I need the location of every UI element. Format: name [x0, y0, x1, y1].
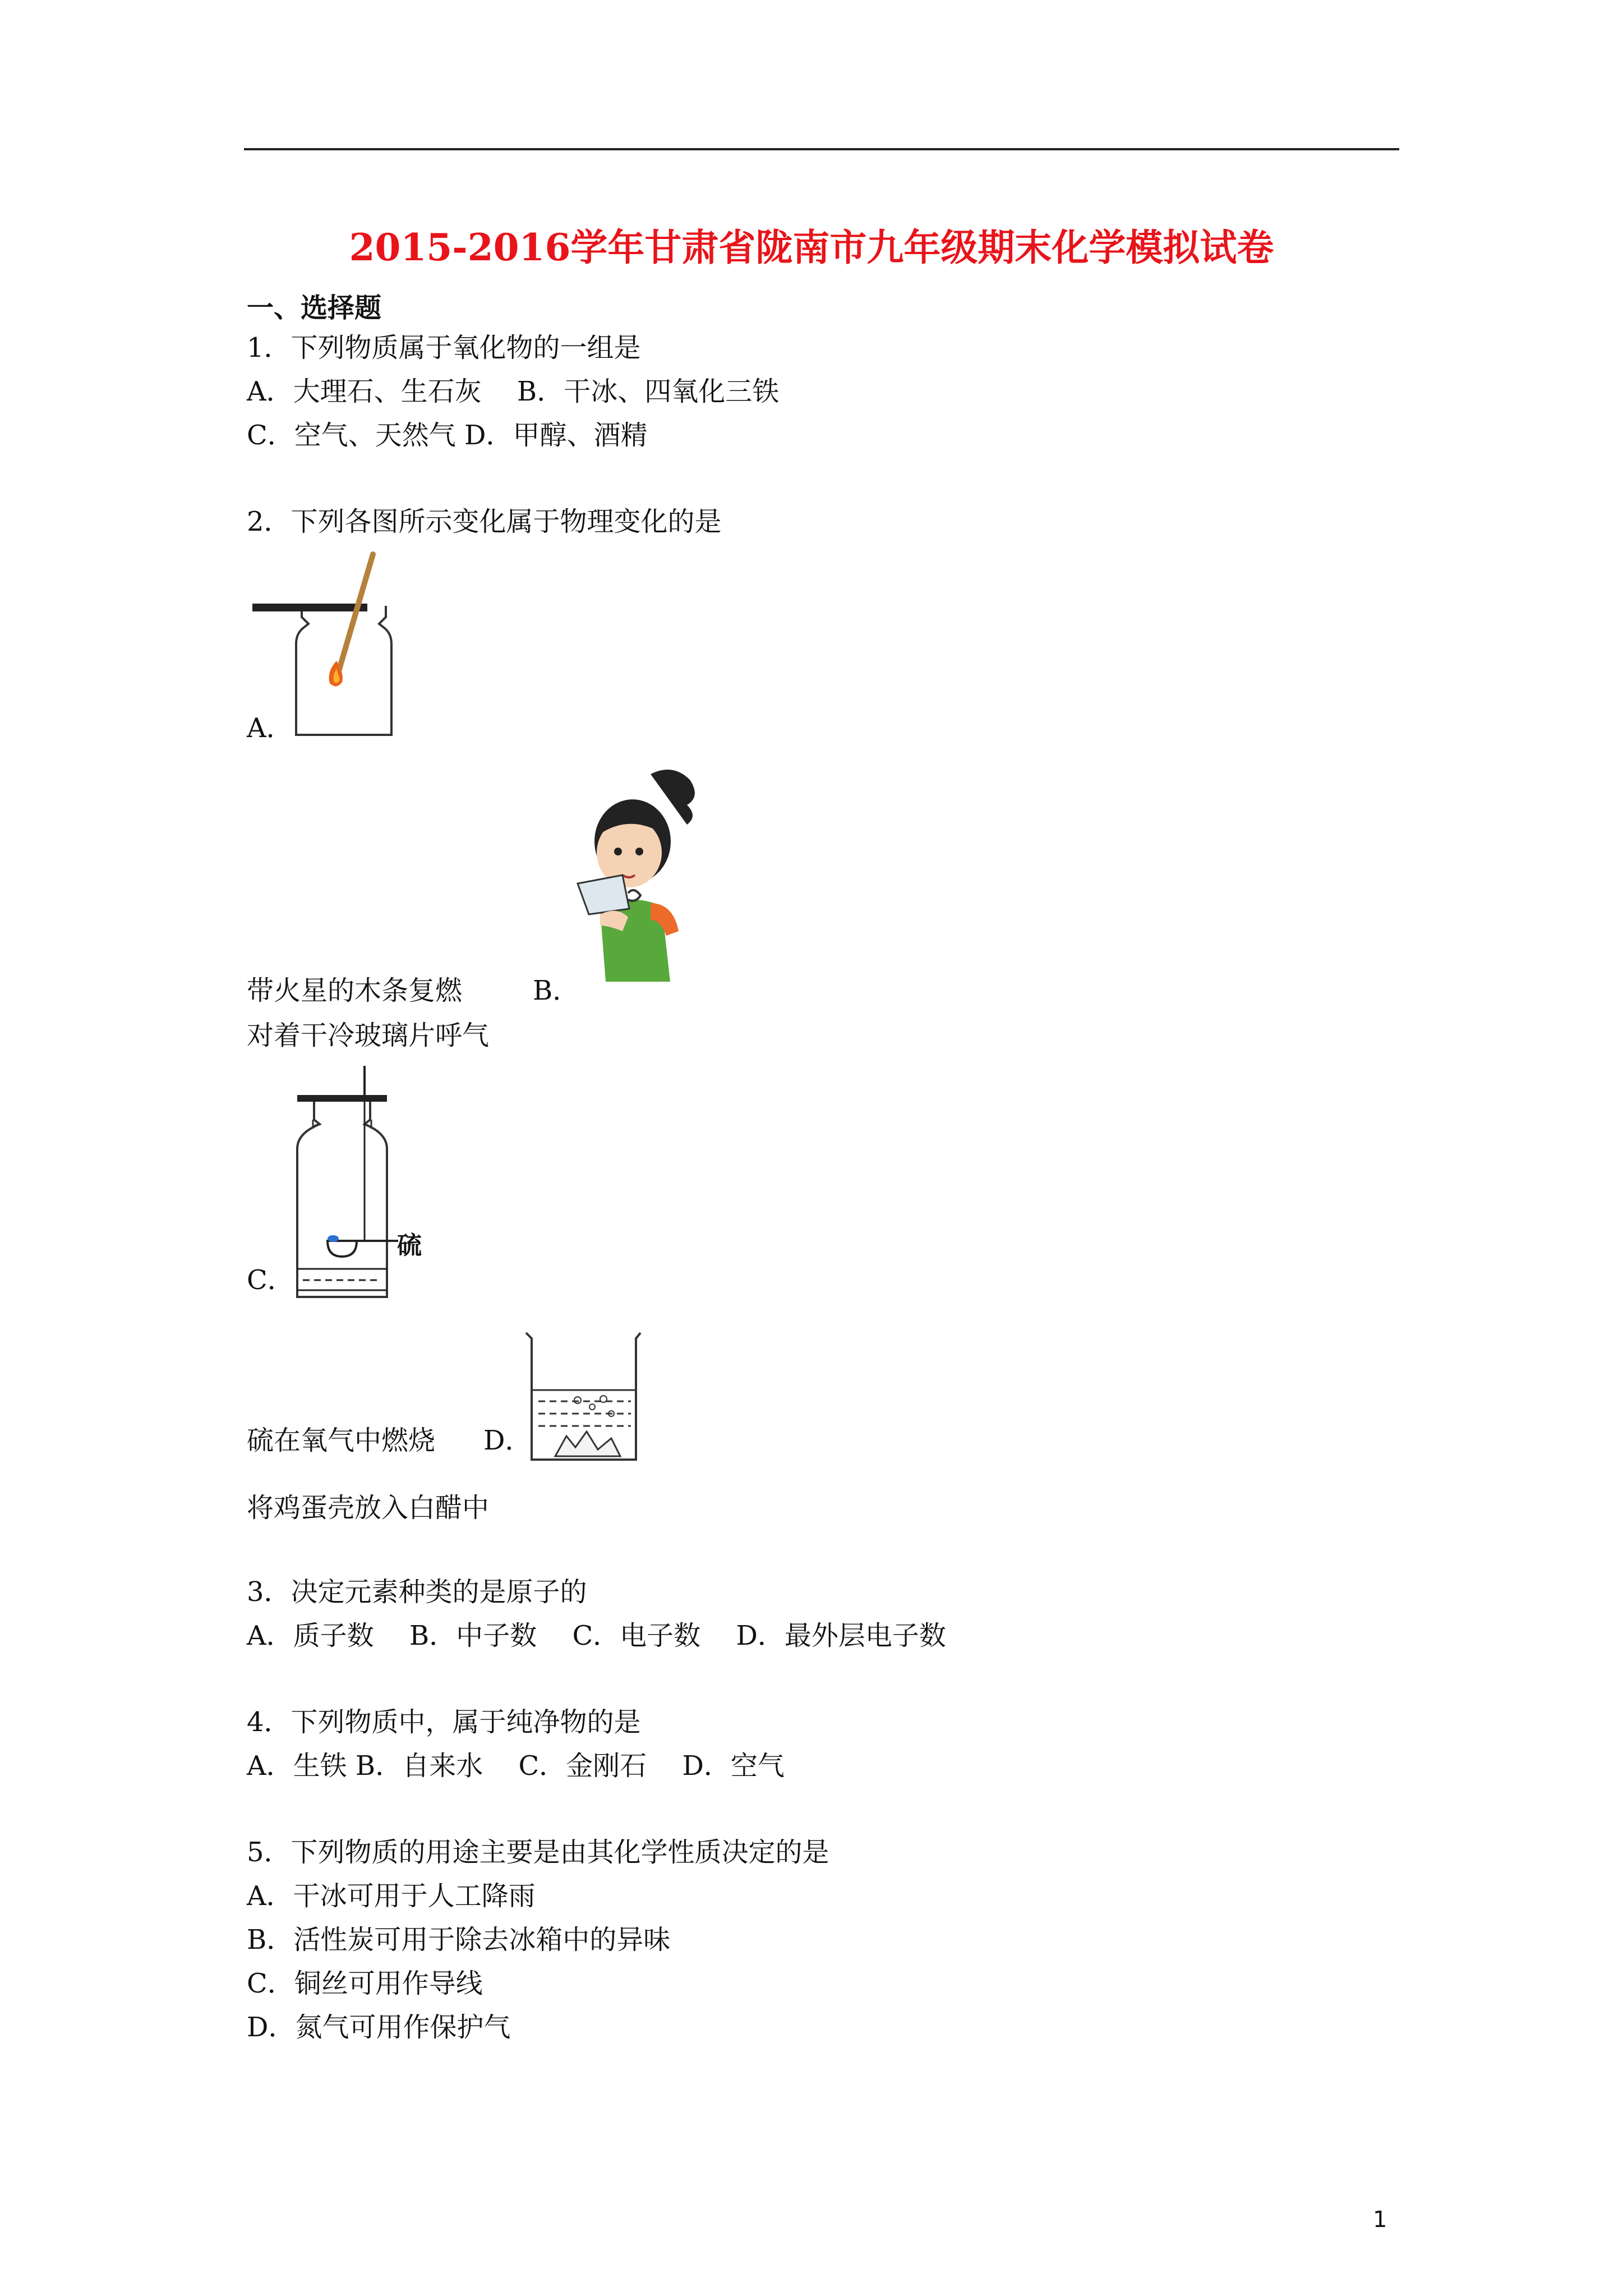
- q2-option-d-caption: 将鸡蛋壳放入白醋中: [247, 1492, 490, 1524]
- figure-b-girl-breathing: [566, 763, 723, 982]
- q5-option-c: C．铜丝可用作导线: [247, 1968, 483, 1999]
- figure-c-sulfur-label: 硫: [397, 1232, 422, 1259]
- figure-c-sulfur-bottle: [280, 1066, 454, 1301]
- q1-options-line2: C．空气、天然气 D．甲醇、酒精: [247, 420, 648, 451]
- q4-stem: 4．下列物质中，属于纯净物的是: [247, 1706, 641, 1738]
- q5-stem: 5．下列物质的用途主要是由其化学性质决定的是: [247, 1837, 829, 1868]
- page-title: 2015-2016学年甘肃省陇南市九年级期末化学模拟试卷: [349, 226, 1274, 269]
- q2-option-c-label: C．: [247, 1264, 294, 1296]
- page-number: 1: [1373, 2207, 1387, 2233]
- q2-option-a-caption: 带火星的木条复燃: [247, 975, 463, 1006]
- q2-option-b-label: B．: [533, 975, 580, 1006]
- q2-option-c-caption: 硫在氧气中燃烧: [247, 1425, 436, 1456]
- q5-option-b: B．活性炭可用于除去冰箱中的异味: [247, 1924, 671, 1955]
- q1-options-line1: A．大理石、生石灰 B．干冰、四氧化三铁: [247, 376, 780, 407]
- q2-stem: 2．下列各图所示变化属于物理变化的是: [247, 506, 722, 537]
- header-rule: [244, 148, 1399, 150]
- q3-options: A．质子数 B．中子数 C．电子数 D．最外层电子数: [247, 1620, 946, 1651]
- q1-stem: 1．下列物质属于氧化物的一组是: [247, 332, 641, 364]
- q4-options: A．生铁 B．自来水 C．金刚石 D．空气: [247, 1750, 785, 1782]
- q5-option-d: D．氮气可用作保护气: [247, 2012, 511, 2043]
- figure-d-beaker-eggshell: [522, 1329, 645, 1464]
- q2-option-b-caption: 对着干冷玻璃片呼气: [247, 1020, 490, 1051]
- section-heading: 一、选择题: [247, 292, 382, 324]
- q5-option-a: A．干冰可用于人工降雨: [247, 1880, 536, 1912]
- q3-stem: 3．决定元素种类的是原子的: [247, 1576, 587, 1608]
- q2-option-a-label: A．: [247, 712, 293, 744]
- figure-a-splint-bottle: [252, 550, 409, 740]
- q2-option-d-label: D．: [483, 1425, 532, 1456]
